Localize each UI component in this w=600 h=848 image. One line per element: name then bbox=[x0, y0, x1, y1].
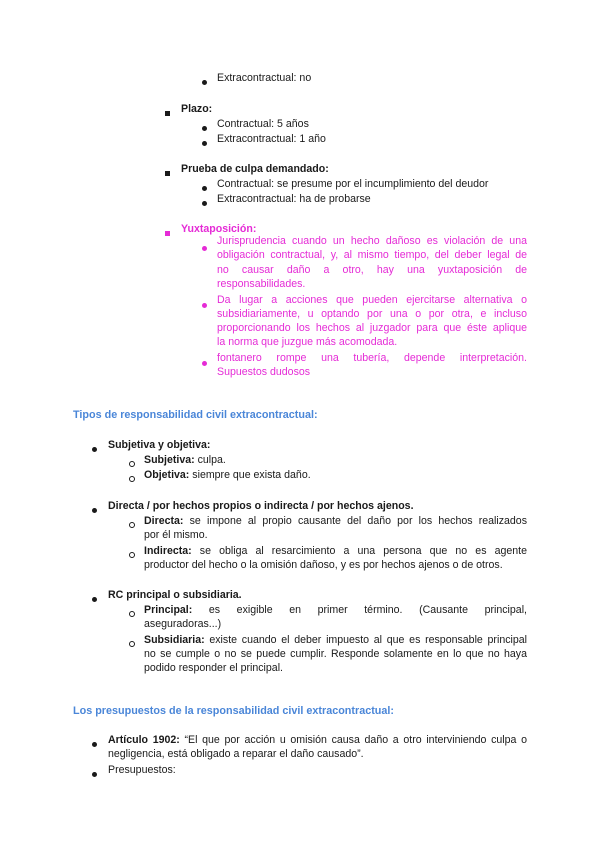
yuxtaposicion-item2-line4: la norma que juzgue más acomodada. bbox=[217, 336, 398, 348]
bullet-square bbox=[165, 106, 170, 120]
directa-sub1-line2: por él mismo. bbox=[144, 529, 208, 541]
yuxtaposicion-item2-line3: proporcionando los hechos al juzgador para que éste aplique bbox=[217, 322, 527, 334]
yuxtaposicion-item1-line4: responsabilidades. bbox=[217, 278, 306, 290]
bullet-circle bbox=[129, 457, 135, 471]
extracontractual-no: Extracontractual: no bbox=[217, 72, 312, 84]
yuxtaposicion-title: Yuxtaposición: bbox=[181, 223, 257, 235]
articulo-line1: Artículo 1902: “El que por acción u omisión causa daño a otro interviniendo culpa o bbox=[108, 734, 527, 746]
principal-title: RC principal o subsidiaria. bbox=[108, 589, 242, 601]
directa-title: Directa / por hechos propios o indirecta / por hechos ajenos. bbox=[108, 500, 414, 512]
directa-sub2-line1: Indirecta: se obliga al resarcimiento a una persona que no es agente bbox=[144, 545, 527, 557]
plazo-item-2: Extracontractual: 1 año bbox=[217, 133, 326, 145]
bullet-dot bbox=[92, 592, 97, 606]
principal-sub2-line3: podido responder el principal. bbox=[144, 662, 283, 674]
principal-sub1-line2: aseguradoras...) bbox=[144, 618, 222, 630]
bullet-circle bbox=[129, 472, 135, 486]
bullet-dot bbox=[202, 241, 207, 255]
yuxtaposicion-item1-line2: obligación contractual, y, al mismo tiempo, del deber legal de bbox=[217, 249, 527, 261]
prueba-title: Prueba de culpa demandado: bbox=[181, 163, 329, 175]
bullet-dot bbox=[202, 196, 207, 210]
bullet-square bbox=[165, 166, 170, 180]
yuxtaposicion-item2-line1: Da lugar a acciones que pueden ejercitarse alternativa o bbox=[217, 294, 527, 306]
directa-sub1-line1: Directa: se impone al propio causante del daño por los hechos realizados bbox=[144, 515, 527, 527]
subjetiva-title: Subjetiva y objetiva: bbox=[108, 439, 211, 451]
subjetiva-sub2: Objetiva: siempre que exista daño. bbox=[144, 469, 311, 481]
yuxtaposicion-item1-line3: no causar daño a otro, hay una yuxtaposición de bbox=[217, 264, 527, 276]
bullet-square bbox=[165, 226, 170, 240]
bullet-dot bbox=[92, 767, 97, 781]
subjetiva-sub1: Subjetiva: culpa. bbox=[144, 454, 226, 466]
bullet-dot bbox=[202, 121, 207, 135]
tipos-heading: Tipos de responsabilidad civil extracontractual: bbox=[73, 409, 318, 421]
bullet-circle bbox=[129, 637, 135, 651]
bullet-dot bbox=[92, 442, 97, 456]
bullet-circle bbox=[129, 548, 135, 562]
yuxtaposicion-item3-line1: fontanero rompe una tubería, depende interpretación. bbox=[217, 352, 527, 364]
presupuestos-heading: Los presupuestos de la responsabilidad civil extracontractual: bbox=[73, 705, 395, 717]
bullet-dot bbox=[202, 356, 207, 370]
plazo-item-1: Contractual: 5 años bbox=[217, 118, 309, 130]
bullet-dot bbox=[202, 136, 207, 150]
yuxtaposicion-item3-line2: Supuestos dudosos bbox=[217, 366, 311, 378]
bullet-dot bbox=[92, 737, 97, 751]
prueba-item-2: Extracontractual: ha de probarse bbox=[217, 193, 371, 205]
bullet-dot bbox=[92, 503, 97, 517]
bullet-dot bbox=[202, 298, 207, 312]
yuxtaposicion-item1-line1: Jurisprudencia cuando un hecho dañoso es violación de una bbox=[217, 235, 527, 247]
yuxtaposicion-item2-line2: subsidiariamente, u optando por una o por otra, e incluso bbox=[217, 308, 527, 320]
principal-sub2-line2: no se cumple o no se puede cumplir. Responde solamente en lo que no haya bbox=[144, 648, 527, 660]
prueba-item-1: Contractual: se presume por el incumplimiento del deudor bbox=[217, 178, 489, 190]
bullet-dot bbox=[202, 75, 207, 89]
plazo-title: Plazo: bbox=[181, 103, 213, 115]
bullet-circle bbox=[129, 518, 135, 532]
principal-sub2-line1: Subsidiaria: existe cuando el deber impuesto al que es responsable principal bbox=[144, 634, 527, 646]
principal-sub1-line1: Principal: es exigible en primer término. (Causante principal, bbox=[144, 604, 527, 616]
articulo-line2: negligencia, está obligado a reparar el daño causado”. bbox=[108, 748, 364, 760]
bullet-circle bbox=[129, 607, 135, 621]
bullet-dot bbox=[202, 181, 207, 195]
presupuestos-item: Presupuestos: bbox=[108, 764, 176, 776]
directa-sub2-line2: productor del hecho o la omisión dañoso, y es por hechos ajenos o de otros. bbox=[144, 559, 503, 571]
